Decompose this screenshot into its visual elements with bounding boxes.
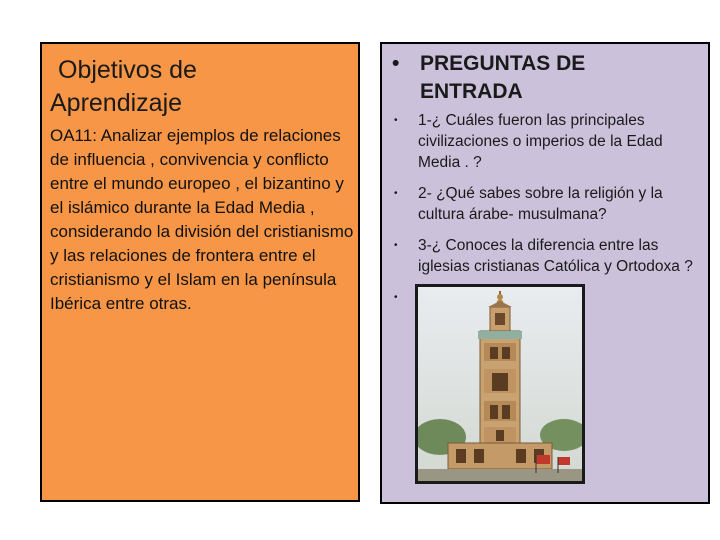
objectives-title [50,54,350,120]
objectives-title-line2: Aprendizaje [50,89,183,117]
bullet-icon: • [394,115,398,126]
heading-bullet: • [392,52,400,75]
bullet-icon: • [394,240,398,251]
bullet-icon: • [394,292,398,303]
list-item [392,110,707,173]
learning-objectives-panel [40,42,360,502]
questions-heading [392,50,692,106]
list-item [392,183,707,225]
questions-heading-text: PREGUNTAS DE ENTRADA [420,52,586,103]
list-item [392,235,707,277]
question-text: 3-¿ Conoces la diferencia entre las iglesias cristianas Católica y Ortodoxa ? [418,237,693,275]
question-text: 2- ¿Qué sabes sobre la religión y la cultura árabe- musulmana? [418,185,663,223]
question-text: 1-¿ Cuáles fueron las principales civilizaciones o imperios de la Edad Media . ? [418,112,663,171]
objectives-body: OA11: Analizar ejemplos de relaciones de influencia , convivencia y conflicto entre el mundo europeo , el bizantino y el islámico durante la Edad Media , considerando la división del cristianismo y las relaciones de frontera entre el cristianismo y el Islam en la península Ibérica entre otras. [50,126,354,313]
bullet-icon: • [394,188,398,199]
minaret-tower-photo-icon [415,284,585,484]
objectives-title-line1: Objetivos de [58,56,197,84]
minaret-illustration [418,287,582,481]
